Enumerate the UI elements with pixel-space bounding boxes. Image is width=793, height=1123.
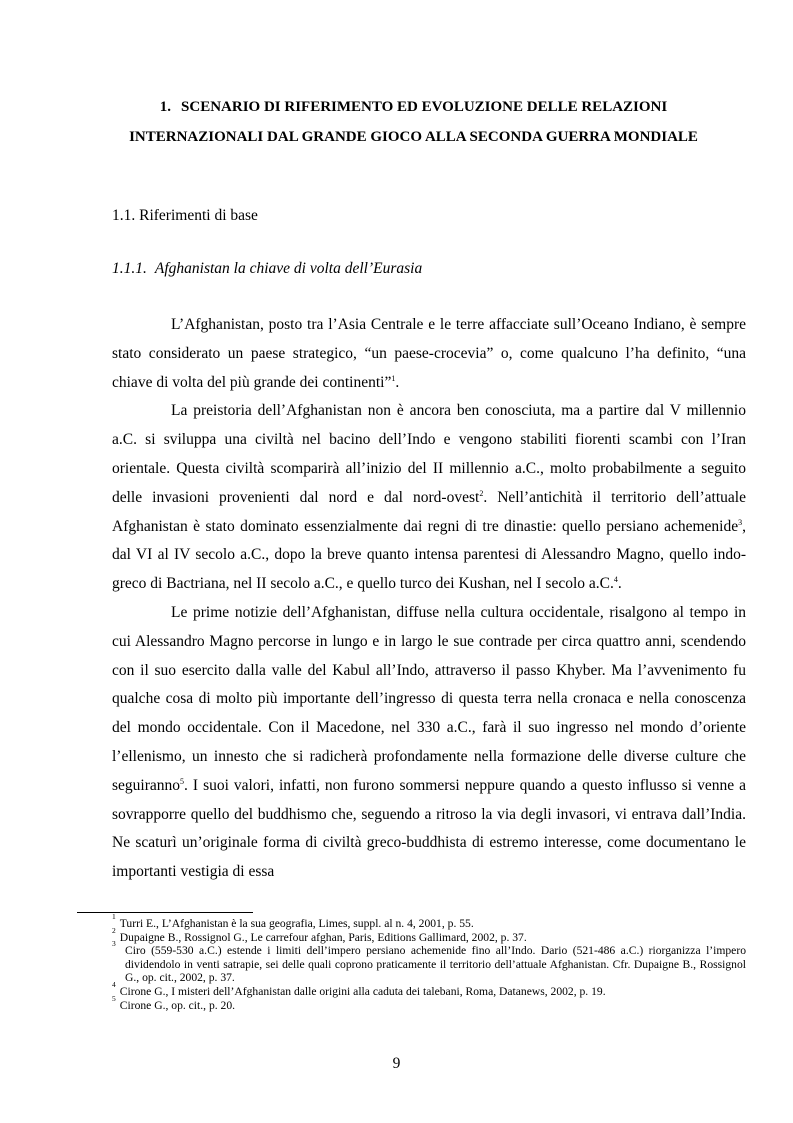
- paragraph-1: L’Afghanistan, posto tra l’Asia Centrale e le terre affacciate sull’Oceano Indiano, è sempre stato considerato un paese strategico, “un paese-crocevia” o, come qualcuno l’ha definito, “una chiave di volta del più grande dei continenti”$^1$.: [112, 316, 746, 391]
- chapter-title-line-1: 1. SCENARIO DI RIFERIMENTO ED EVOLUZIONE DELLE RELAZIONI: [159, 99, 668, 115]
- footnote-5: [112, 993, 746, 1013]
- footnote-mark: 4: [112, 979, 116, 989]
- footnote-text: Cirone G., op. cit., p. 20.: [119, 998, 236, 1012]
- footnote-4: [112, 979, 746, 999]
- page-number: 9: [392, 1055, 401, 1072]
- footnote-ref-3: 3: [738, 517, 743, 527]
- footnote-ref-4: 4: [613, 575, 618, 585]
- paragraph-3: Le prime notizie dell’Afghanistan, diffuse nella cultura occidentale, risalgono al tempo in cui Alessandro Magno percorse in lungo e in largo le sue contrade per circa quattro anni, scendendo con il suo esercito dalla valle del Kabul all’Indo, attraverso il passo Khyber. Ma l’avvenimento fu qualche cosa di molto più importante dell’ingresso di questa terra nella cronaca e nella conoscenza del mondo occidentale. Con il Macedone, nel 330 a.C., farà il suo ingresso nel mondo d’oriente l’ellenismo, un innesto che si radicherà profondamente nella formazione delle diverse culture che seguiranno$^5$. I suoi valori, infatti, non furono sommersi neppure quando a questo influsso si venne a sovrapporre quello del buddhismo che, seguendo a ritroso la via degli invasori, vi entrava dall’India. Ne scaturì un’originale forma di civiltà greco-buddhista di estremo interesse, come documentano le importanti vestigia di essa: [112, 603, 746, 881]
- footnote-text: Dupaigne B., Rossignol G., Le carrefour afghan, Paris, Editions Gallimard, 2002, p. 37.: [119, 930, 527, 944]
- footnote-2: [112, 925, 746, 945]
- chapter-title-line-2: INTERNAZIONALI DAL GRANDE GIOCO ALLA SECONDA GUERRA MONDIALE: [129, 129, 698, 145]
- body-text: [112, 311, 746, 887]
- section-heading: 1.1. Riferimenti di base: [112, 207, 258, 224]
- paragraph-2: La preistoria dell’Afghanistan non è ancora ben conosciuta, ma a partire dal V millennio a.C. si sviluppa una civiltà nel bacino dell’Indo e vengono stabiliti fiorenti scambi con l’Iran orientale. Questa civiltà scomparirà all’inizio del II millennio a.C., molto probabilmente a seguito delle invasioni provenienti dal nord e dal nord-ovest$^2$. Nell’antichità il territorio dell’attuale Afghanistan è stato dominato essenzialmente dai regni di tre dinastie: quello persiano achemenide$^3$, dal VI al IV secolo a.C., dopo la breve quanto intensa parentesi di Alessandro Magno, quello indo-greco di Bactriana, nel II secolo a.C., e quello turco dei Kushan, nel I secolo a.C.$^4$.: [112, 402, 746, 593]
- subsection-number: 1.1.1.: [112, 260, 147, 277]
- footnote-mark: 1: [112, 912, 116, 921]
- chapter-title: [88, 92, 739, 152]
- footnote-mark: 3: [112, 939, 116, 949]
- footnote-separator: [77, 912, 253, 913]
- footnote-ref-2: 2: [479, 488, 484, 498]
- chapter-number: 1.: [159, 99, 172, 115]
- footnote-mark: 2: [112, 925, 116, 935]
- footnote-mark: 5: [112, 993, 116, 1003]
- footnote-1: [112, 912, 746, 931]
- footnote-text: Cirone G., I misteri dell’Afghanistan dalle origini alla caduta dei talebani, Roma, Datanews, 2002, p. 19.: [119, 984, 606, 998]
- footnote-text: Turri E., L’Afghanistan è la sua geografia, Limes, suppl. al n. 4, 2001, p. 55.: [119, 917, 474, 930]
- subsection-title: Afghanistan la chiave di volta dell’Eurasia: [154, 260, 423, 277]
- footnotes: [112, 912, 746, 1012]
- footnote-text: Ciro (559-530 a.C.) estende i limiti dell’impero persiano achemenide fino all’Indo. Dario (521-486 a.C.) riorganizza l’impero dividendolo in venti satrapie, sei delle quali coprono praticamente il territorio dell’attuale Afghanistan. Cfr. Dupaigne B., Rossignol G., op. cit., 2002, p. 37.: [125, 944, 746, 985]
- footnote-ref-1: 1: [391, 373, 396, 383]
- footnote-3: [112, 939, 746, 985]
- subsection-heading: [112, 258, 422, 280]
- footnote-ref-5: 5: [180, 776, 185, 786]
